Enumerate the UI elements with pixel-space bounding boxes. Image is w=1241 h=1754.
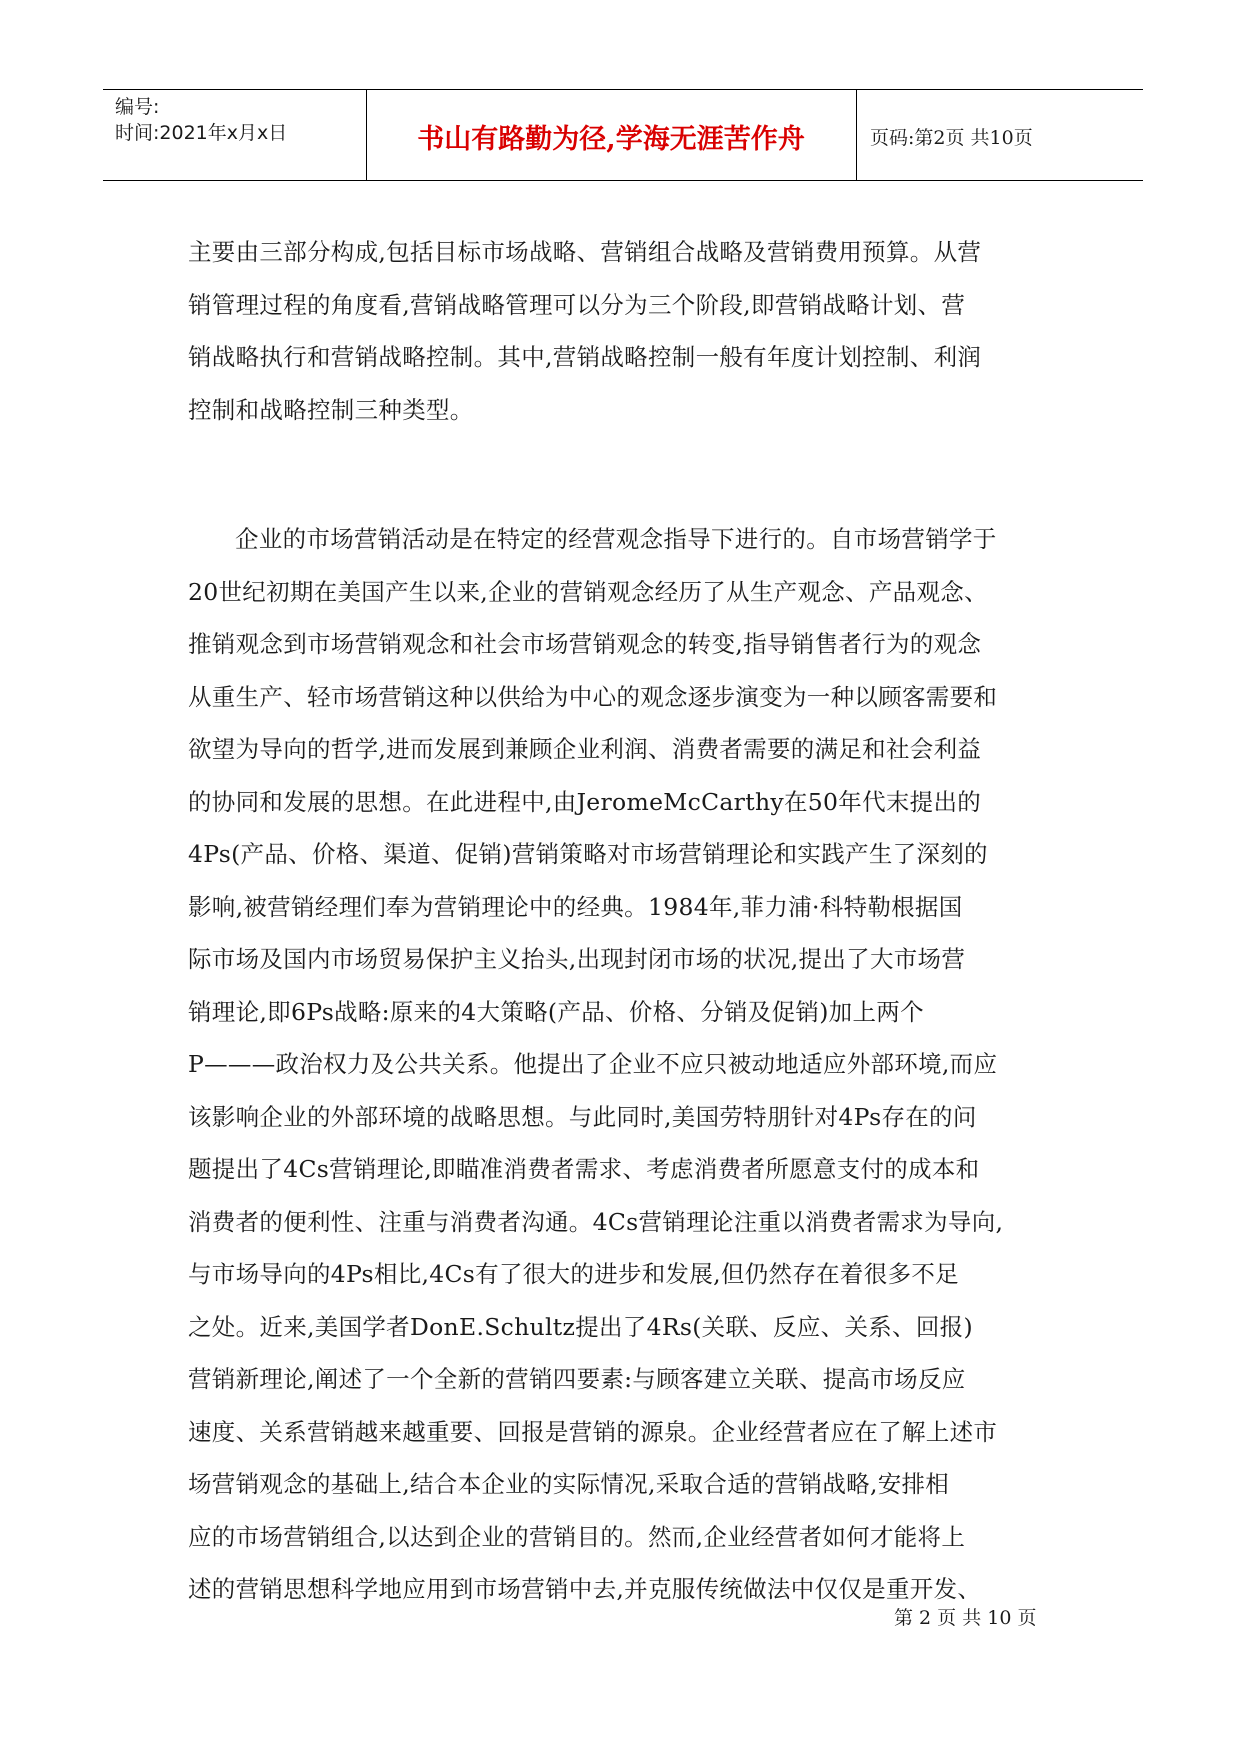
text-line: 与市场导向的4Ps相比,4Cs有了很大的进步和发展,但仍然存在着很多不足 [188,1260,959,1288]
text-line: 销战略执行和营销战略控制。其中,营销战略控制一般有年度计划控制、利润 [188,343,982,371]
text-line: 企业的市场营销活动是在特定的经营观念指导下进行的。自市场营销学于 [235,525,997,553]
text-line: 的协同和发展的思想。在此进程中,由JeromeMcCarthy在50年代末提出的 [188,787,982,816]
header-page-cell [856,90,1143,180]
text-line: 场营销观念的基础上,结合本企业的实际情况,采取合适的营销战略,安排相 [188,1470,950,1498]
text-line: 主要由三部分构成,包括目标市场战略、营销组合战略及营销费用预算。从营 [188,238,982,266]
text-line: 题提出了4Cs营销理论,即瞄准消费者需求、考虑消费者所愿意支付的成本和 [188,1155,980,1183]
text-line: P———政治权力及公共关系。他提出了企业不应只被动地适应外部环境,而应 [188,1050,998,1078]
paragraph-2 [188,513,1054,1616]
text-line: 应的市场营销组合,以达到企业的营销目的。然而,企业经营者如何才能将上 [188,1522,966,1551]
header-slogan-cell [366,90,857,180]
text-line: 20世纪初期在美国产生以来,企业的营销观念经历了从生产观念、产品观念、 [188,577,988,606]
text-line: 际市场及国内市场贸易保护主义抬头,出现封闭市场的状况,提出了大市场营 [188,945,966,973]
text-line: 述的营销思想科学地应用到市场营销中去,并克服传统做法中仅仅是重开发、 [188,1575,982,1603]
text-line: 营销新理论,阐述了一个全新的营销四要素:与顾客建立关联、提高市场反应 [188,1365,966,1393]
text-line: 影响,被营销经理们奉为营销理论中的经典。1984年,菲力浦·科特勒根据国 [188,892,963,921]
paragraph-1 [188,226,1054,436]
page-header [103,89,1143,181]
text-line: 控制和战略控制三种类型。 [188,395,474,424]
text-line: 消费者的便利性、注重与消费者沟通。4Cs营销理论注重以消费者需求为导向, [188,1207,1004,1236]
document-time-label: 时间:2021年x月x日 [115,122,288,144]
footer-page-number: 第 2 页 共 10 页 [894,1607,1037,1629]
text-line: 推销观念到市场营销观念和社会市场营销观念的转变,指导销售者行为的观念 [188,630,982,658]
text-line: 之处。近来,美国学者DonE.Schultz提出了4Rs(关联、反应、关系、回报) [188,1312,973,1341]
document-number-label: 编号: [115,96,160,118]
text-line: 速度、关系营销越来越重要、回报是营销的源泉。企业经营者应在了解上述市 [188,1417,998,1446]
document-body [188,226,1054,1616]
text-line: 欲望为导向的哲学,进而发展到兼顾企业利润、消费者需要的满足和社会利益 [188,735,982,763]
header-page-code: 页码:第2页 共10页 [870,127,1033,149]
paragraph-gap [188,436,1054,513]
text-line: 从重生产、轻市场营销这种以供给为中心的观念逐步演变为一种以顾客需要和 [188,682,998,711]
text-line: 销理论,即6Ps战略:原来的4大策略(产品、价格、分销及促销)加上两个 [188,997,924,1026]
text-line: 销管理过程的角度看,营销战略管理可以分为三个阶段,即营销战略计划、营 [188,290,966,319]
text-line: 该影响企业的外部环境的战略思想。与此同时,美国劳特朋针对4Ps存在的问 [188,1102,977,1131]
header-slogan: 书山有路勤为径,学海无涯苦作舟 [417,124,805,155]
header-meta-cell [103,90,367,180]
text-line: 4Ps(产品、价格、渠道、促销)营销策略对市场营销理论和实践产生了深刻的 [188,840,988,868]
